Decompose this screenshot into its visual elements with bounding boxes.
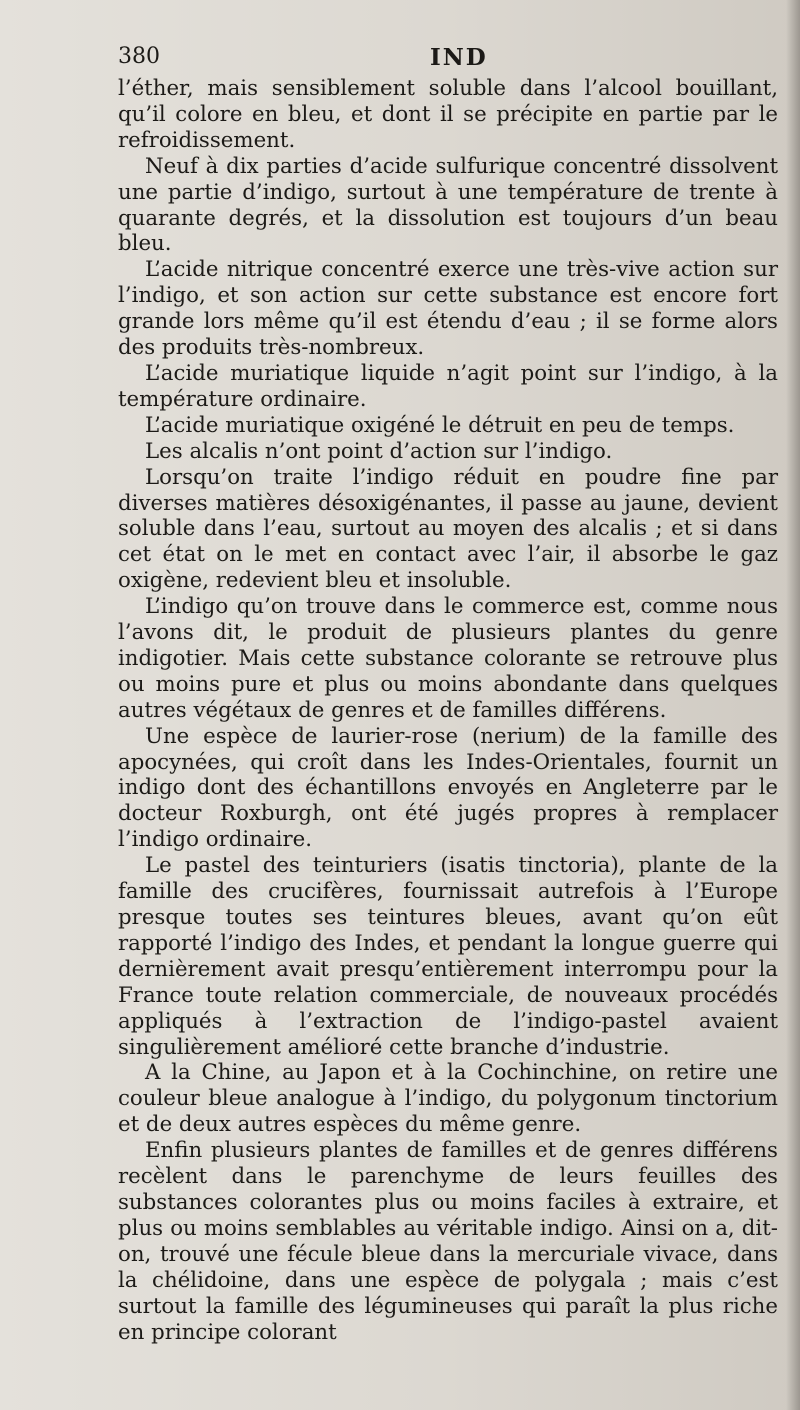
paragraph-ether-continuation: l’éther, mais sensiblement soluble dans l’alcool bouillant, qu’il colore en bleu, et dont il se précipite en partie par le refroidissement. — [118, 76, 778, 153]
paragraph-commerce-indigo: L’indigo qu’on trouve dans le commerce est, comme nous l’avons dit, le produit de plusieurs plantes du genre indigotier. Mais cette substance colorante se retrouve plus ou moins pure et plus ou moins abondante dans quelques autres végétaux de genres et de familles différens. — [118, 594, 778, 723]
paragraph-oxygenated-muriatic-acid: L’acide muriatique oxigéné le détruit en peu de temps. — [145, 412, 735, 438]
paragraph-nerium: Une espèce de laurier-rose (nerium) de la famille des apocynées, qui croît dans les Indes-Orientales, fournit un indigo dont des échantillons envoyés en Angleterre par le docteur Roxburgh, ont été jugés propres à remplacer l’indigo ordinaire. — [118, 723, 778, 853]
paragraph-nitric-acid: L’acide nitrique concentré exerce une très-vive action sur l’indigo, et son action sur cette substance est encore fort grande lors même qu’il est étendu d’eau ; il se forme alors des produits très-nombreux. — [118, 257, 778, 361]
body-text — [118, 76, 778, 1345]
page-header — [118, 44, 778, 78]
paragraph-polygonum: A la Chine, au Japon et à la Cochinchine, on retire une couleur bleue analogue à l’indigo, du polygonum tinctorium et de deux autres espèces du même genre. — [118, 1060, 778, 1138]
paragraph-muriatic-acid: L’acide muriatique liquide n’agit point sur l’indigo, à la température ordinaire. — [118, 360, 778, 412]
page-gutter-shadow — [786, 0, 800, 1410]
paragraph-deoxygenating-matter: Lorsqu’on traite l’indigo réduit en poudre fine par diverses matières désoxigénantes, il passe au jaune, devient soluble dans l’eau, surtout au moyen des alcalis ; et si dans cet état on le met en contact avec l’air, il absorbe le gaz oxigène, redevient bleu et insoluble. — [118, 464, 778, 594]
paragraph-alkalis: Les alcalis n’ont point d’action sur l’indigo. — [145, 438, 613, 464]
paragraph-sulfuric-acid: Neuf à dix parties d’acide sulfurique concentré dissolvent une partie d’indigo, surtout à une température de trente à quarante degrés, et la dissolution est toujours d’un beau bleu. — [118, 153, 778, 257]
running-head: IND — [430, 44, 488, 71]
paragraph-pastel: Le pastel des teinturiers (isatis tinctoria), plante de la famille des crucifères, fournissait autrefois à l’Europe presque toutes ses teintures bleues, avant qu’on eût rapporté l’indigo des Indes, et pendant la longue guerre qui dernièrement avait presqu’entièrement interrompu pour la France toute relation commerciale, de nouveaux procédés appliqués à l’extraction de l’indigo-pastel avaient singulièrement amélioré cette branche d’industrie. — [118, 853, 778, 1060]
paragraph-other-plants: Enfin plusieurs plantes de familles et de genres différens recèlent dans le parenchyme de leurs feuilles des substances colorantes plus ou moins faciles à extraire, et plus ou moins semblables au véritable indigo. Ainsi on a, dit-on, trouvé une fécule bleue dans la mercuriale vivace, dans la chélidoine, dans une espèce de polygala ; mais c’est surtout la famille des légumineuses qui paraît la plus riche en principe colorant — [118, 1138, 778, 1345]
page-number: 380 — [118, 44, 160, 69]
